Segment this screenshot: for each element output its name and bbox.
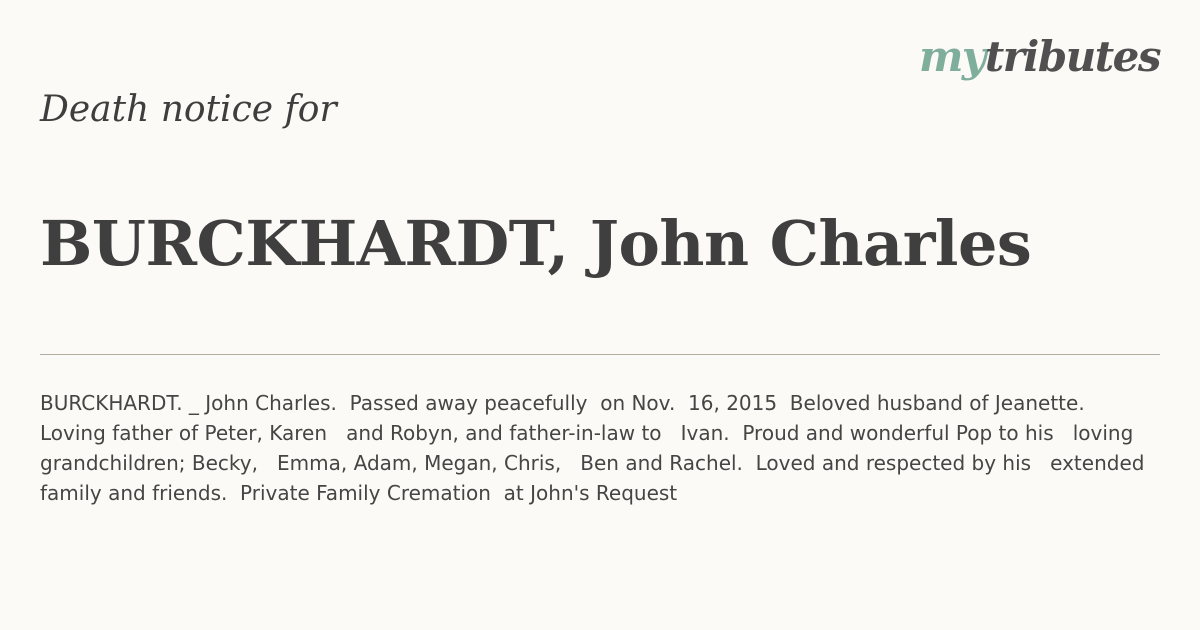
- logo-my-text: my: [918, 32, 985, 81]
- section-divider: [40, 354, 1160, 355]
- notice-body-text: BURCKHARDT. _ John Charles. Passed away peacefully on Nov. 16, 2015 Beloved husband of Jeanette. Loving father of Peter, Karen and Robyn, and father-in-law to Ivan. Proud and wonderful Pop to his loving grandchildren; Becky, Emma, Adam, Megan, Chris, Ben and Rachel. Loved and respected by his extended family and friends. Private Family Cremation at John's Request: [40, 391, 1151, 505]
- logo-tributes-text: tributes: [984, 32, 1160, 81]
- death-notice-heading: Death notice for: [40, 89, 337, 130]
- deceased-name-title: BURCKHARDT, John Charles: [40, 207, 1032, 280]
- mytributes-logo[interactable]: [918, 32, 1160, 81]
